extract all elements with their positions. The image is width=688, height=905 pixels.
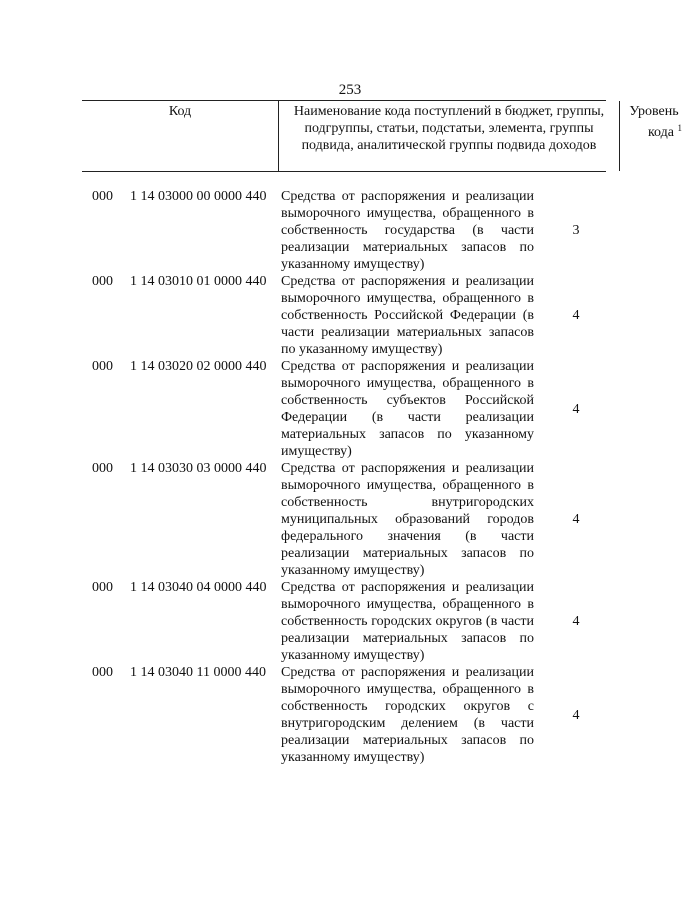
table-header (82, 100, 682, 172)
table-row (92, 460, 612, 579)
revenue-code: 1 14 03000 00 0000 440 (130, 189, 267, 204)
table-row (92, 579, 612, 664)
revenue-name: Средства от распоряжения и реализации выморочного имущества, обращенного в собственность внутригородских муниципальных образований городов федерального значения (в части реализации материальных запасов по указанному имуществу) (281, 461, 534, 578)
revenue-name: Средства от распоряжения и реализации выморочного имущества, обращенного в собственность городских округов (в части реализации материальных запасов по указанному имуществу) (281, 580, 534, 663)
code-level: 3 (572, 223, 580, 238)
revenue-name: Средства от распоряжения и реализации выморочного имущества, обращенного в собственность городских округов с внутригородским делением (в части реализации материальных запасов по указанному имуществу) (281, 665, 534, 765)
revenue-code: 1 14 03010 01 0000 440 (130, 274, 267, 289)
table-row (92, 273, 612, 358)
header-level (620, 101, 688, 171)
admin-code: 000 (92, 461, 113, 476)
admin-code: 000 (92, 274, 113, 289)
admin-code: 000 (92, 665, 113, 680)
footnote-marker: 1 (677, 123, 682, 133)
admin-code: 000 (92, 359, 113, 374)
header-level-line1: Уровень (629, 104, 679, 119)
code-level: 4 (572, 707, 580, 723)
table-body (92, 188, 612, 766)
code-level: 4 (572, 401, 580, 417)
page-number: 253 (338, 82, 362, 98)
header-level-line2-wrap (620, 120, 688, 141)
revenue-name: Средства от распоряжения и реализации выморочного имущества, обращенного в собственность Российской Федерации (в части реализации материальных запасов по указанному имуществу) (281, 274, 534, 357)
revenue-name: Средства от распоряжения и реализации выморочного имущества, обращенного в собственность субъектов Российской Федерации (в части реализации материальных запасов по указанному имуществу) (281, 359, 534, 459)
table-row (92, 664, 612, 766)
revenue-name: Средства от распоряжения и реализации выморочного имущества, обращенного в собственность государства (в части реализации материальных запасов по указанному имуществу) (281, 189, 534, 272)
revenue-code: 1 14 03020 02 0000 440 (130, 359, 267, 374)
code-level: 4 (572, 614, 580, 629)
revenue-code: 1 14 03040 04 0000 440 (130, 580, 267, 595)
revenue-code: 1 14 03030 03 0000 440 (130, 461, 267, 476)
revenue-code: 1 14 03040 11 0000 440 (130, 665, 266, 680)
code-level: 4 (572, 512, 580, 527)
admin-code: 000 (92, 580, 113, 595)
table-row (92, 358, 612, 460)
table-row (92, 188, 612, 273)
header-name: Наименование кода поступлений в бюджет, группы, подгруппы, статьи, подстатьи, элемента, группы подвида, аналитической группы подвида доходов (278, 101, 620, 171)
code-level: 4 (572, 308, 580, 323)
header-level-line2: кода (647, 125, 674, 140)
header-code: Код (168, 104, 192, 119)
admin-code: 000 (92, 189, 113, 204)
